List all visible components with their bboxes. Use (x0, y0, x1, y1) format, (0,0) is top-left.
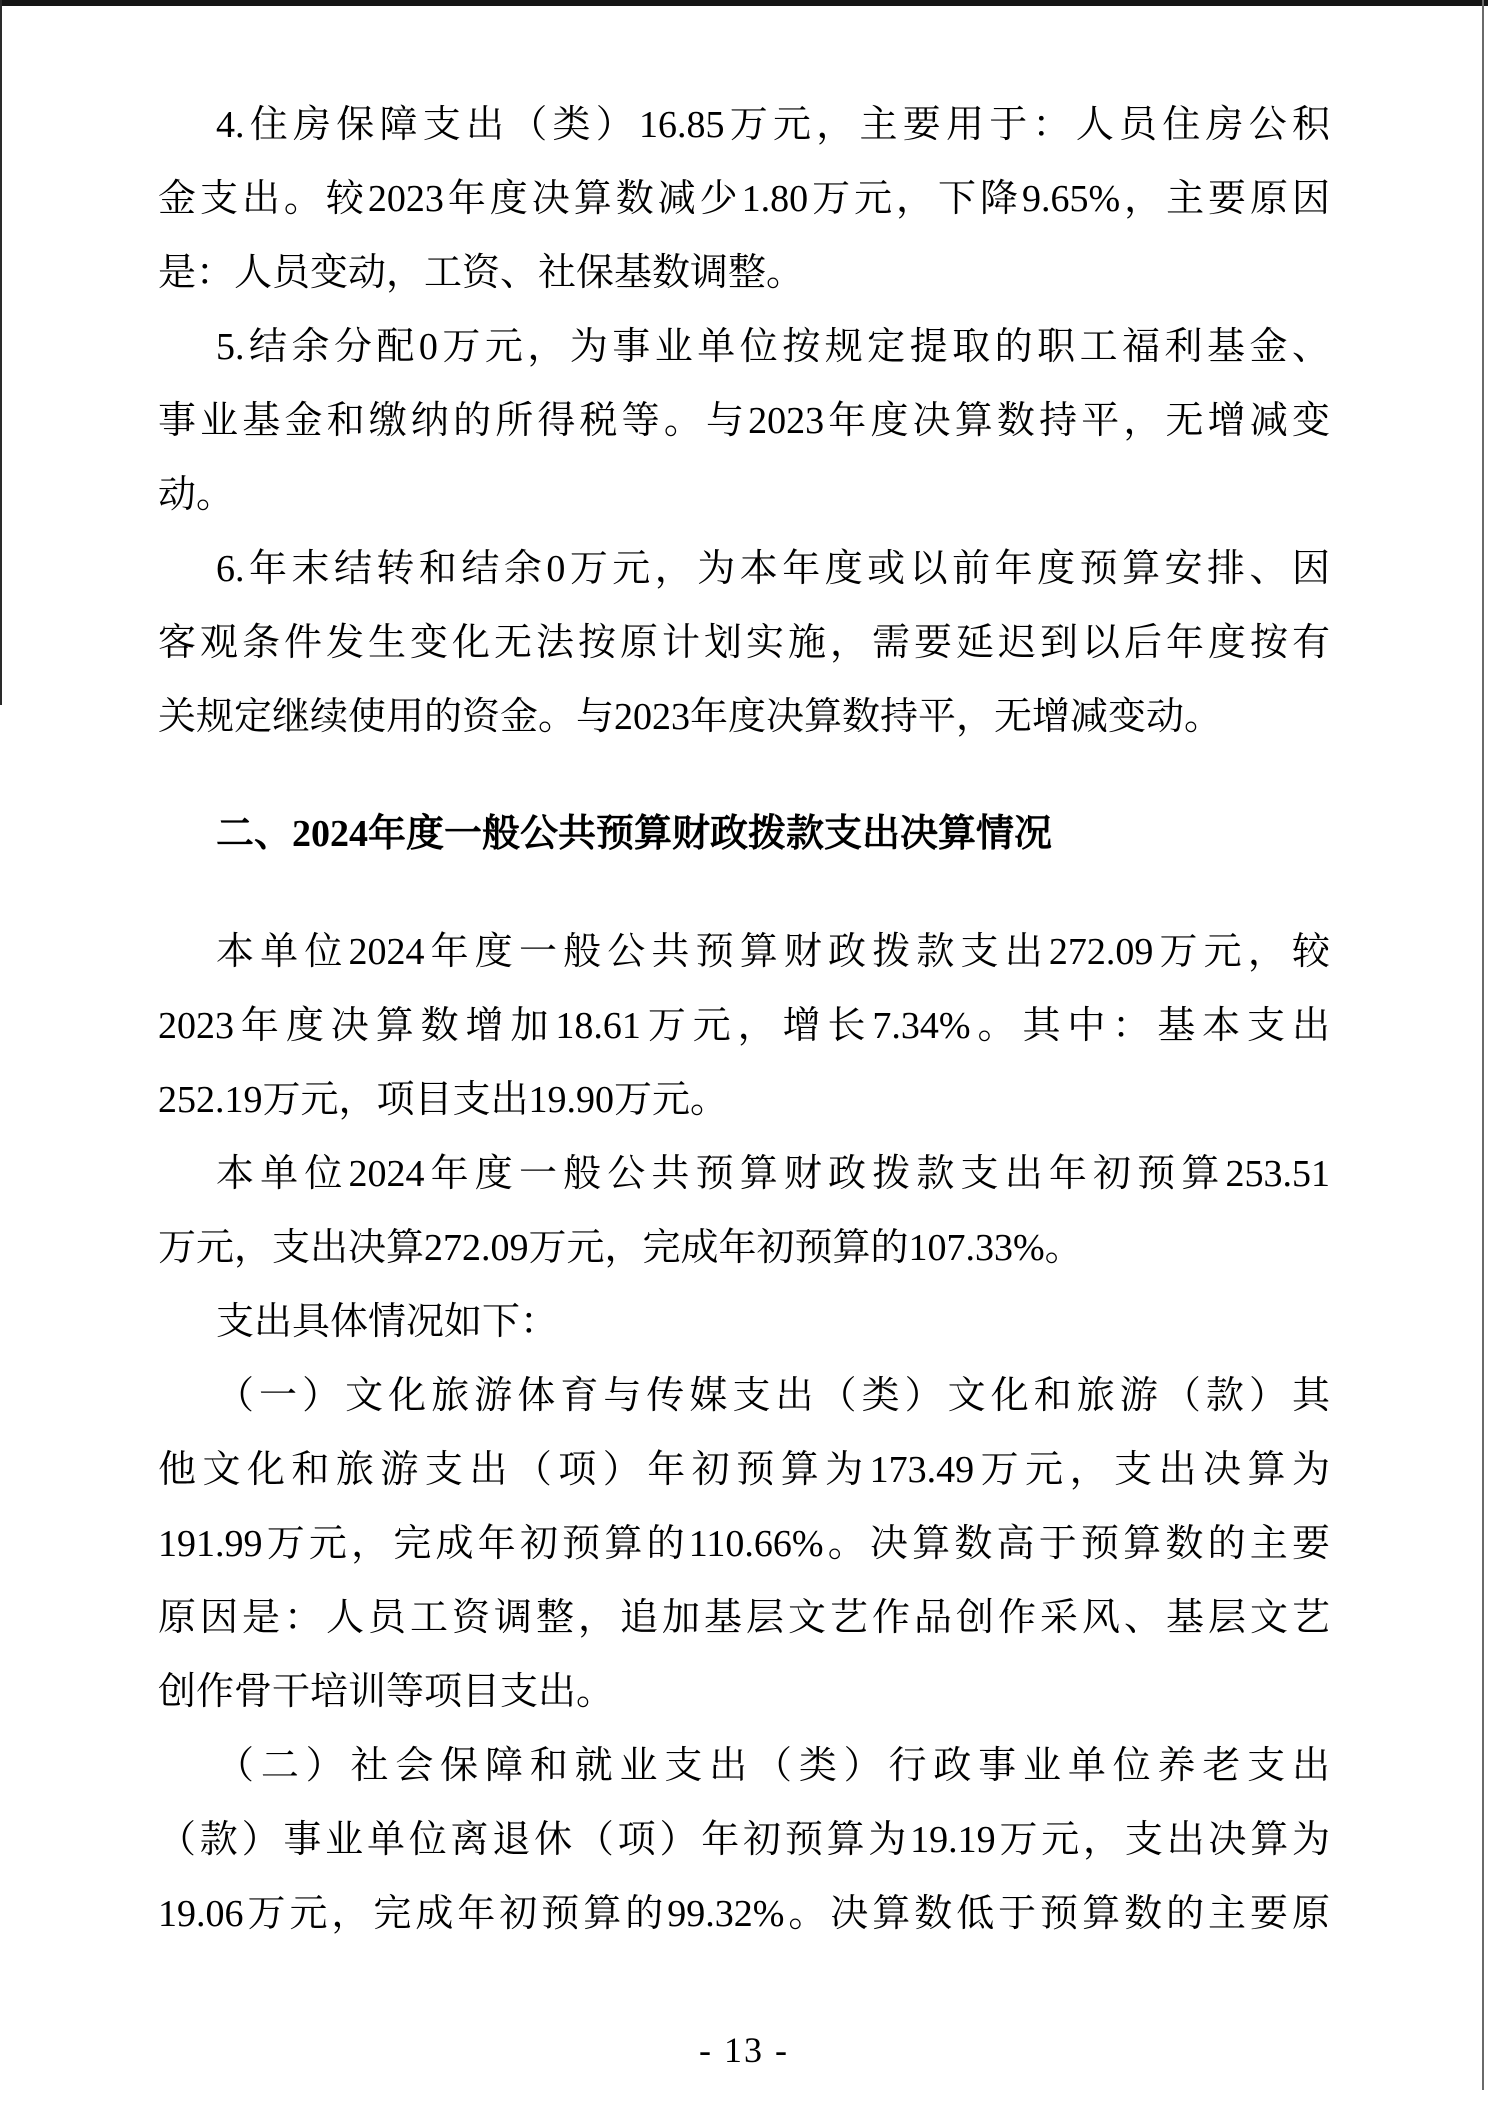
body-line: 原因是：人员工资调整，追加基层文艺作品创作采风、基层文艺 (158, 1597, 1330, 1639)
body-line: 创作骨干培训等项目支出。 (158, 1671, 615, 1713)
body-line: 金支出。较2023年度决算数减少1.80万元，下降9.65%，主要原因 (158, 178, 1330, 220)
body-line: 事业基金和缴纳的所得税等。与2023年度决算数持平，无增减变 (158, 400, 1330, 442)
body-line: （一）文化旅游体育与传媒支出（类）文化和旅游（款）其 (216, 1375, 1330, 1417)
body-line: 他文化和旅游支出（项）年初预算为173.49万元，支出决算为 (158, 1449, 1330, 1491)
body-line: 本单位2024年度一般公共预算财政拨款支出年初预算253.51 (216, 1153, 1330, 1195)
body-line: 客观条件发生变化无法按原计划实施，需要延迟到以后年度按有 (158, 622, 1330, 664)
body-line: 2023年度决算数增加18.61万元，增长7.34%。其中：基本支出 (158, 1005, 1330, 1047)
body-line: 191.99万元，完成年初预算的110.66%。决算数高于预算数的主要 (158, 1523, 1330, 1565)
body-line: 动。 (158, 474, 235, 516)
body-line: 6.年末结转和结余0万元，为本年度或以前年度预算安排、因 (216, 548, 1330, 590)
body-line: 是：人员变动，工资、社保基数调整。 (158, 252, 805, 294)
scan-edge-left (0, 0, 2, 705)
body-line: （款）事业单位离退休（项）年初预算为19.19万元，支出决算为 (158, 1819, 1330, 1861)
document-text-block (158, 88, 1330, 1951)
body-line: 万元，支出决算272.09万元，完成年初预算的107.33%。 (158, 1227, 1083, 1269)
scan-edge-right (1482, 0, 1484, 2090)
body-line: （二）社会保障和就业支出（类）行政事业单位养老支出 (216, 1745, 1330, 1787)
body-line: 支出具体情况如下： (216, 1301, 559, 1343)
page-number: - 13 - (699, 2030, 789, 2070)
scan-edge-top (0, 0, 1488, 6)
body-line: 19.06万元，完成年初预算的99.32%。决算数低于预算数的主要原 (158, 1893, 1330, 1935)
body-line: 5.结余分配0万元，为事业单位按规定提取的职工福利基金、 (216, 326, 1330, 368)
body-line: 4.住房保障支出（类）16.85万元，主要用于：人员住房公积 (216, 104, 1330, 146)
body-line: 252.19万元，项目支出19.90万元。 (158, 1079, 729, 1121)
section-heading: 二、2024年度一般公共预算财政拨款支出决算情况 (216, 813, 1053, 855)
body-line: 本单位2024年度一般公共预算财政拨款支出272.09万元，较 (216, 931, 1330, 973)
body-line: 关规定继续使用的资金。与2023年度决算数持平，无增减变动。 (158, 696, 1223, 738)
